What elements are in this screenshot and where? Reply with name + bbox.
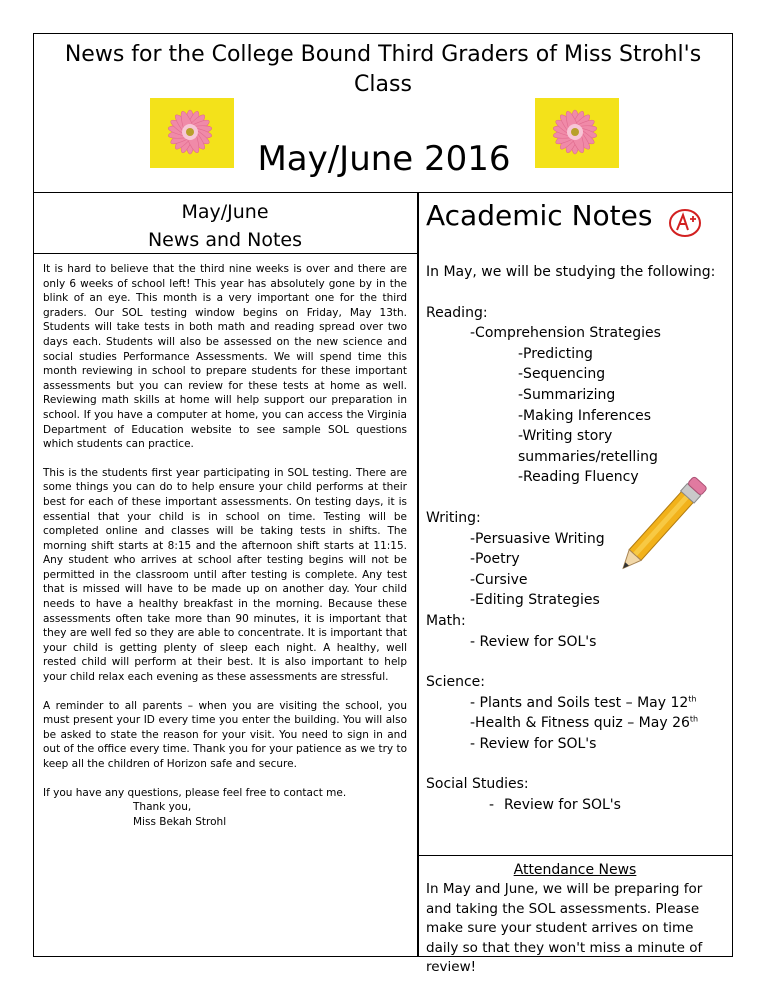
news-paragraph: A reminder to all parents – when you are visiting the school, you must present your ID every time you enter the building. You will also be asked to state the reason for your visit. You need to sign in and out of the office every time. Thank you for your patience as we try to keep all the children of Horizon safe and secure. bbox=[43, 699, 408, 770]
social-studies-section bbox=[426, 774, 726, 815]
news-paragraph: If you have any questions, please feel free to contact me. bbox=[43, 786, 347, 799]
science-heading: Science: bbox=[426, 674, 485, 691]
social-studies-heading: Social Studies: bbox=[426, 776, 529, 793]
signature-thanks: Thank you, bbox=[133, 801, 192, 814]
news-paragraph: This is the students first year participating in SOL testing. There are some things you can do to help ensure your child performs at their best for each of these important assessments. On testing days, it is essential that your child is in school on time. Testing will be completed online and classes will be taking tests in shifts. The morning shift starts at 8:15 and the afternoon shift starts at 11:15. Any student who arrives at school after testing begins will not be permitted in the classroom until after testing is complete. Any test that is missed will have to be made up on another day. Your child needs to have a healthy breakfast in the morning. Because these assessments often take more than 90 minutes, it is important that they are well fed so they are able to concentrate. It is important that your child is getting plenty of sleep each night. A healthy, well rested child will perform at their best. It is also important to help your child relax each evening as these assessments are stressful. bbox=[43, 466, 407, 684]
left-heading bbox=[33, 198, 417, 254]
math-heading: Math: bbox=[426, 612, 466, 629]
reading-subitem: -Making Inferences bbox=[518, 407, 651, 424]
math-item: - Review for SOL's bbox=[470, 633, 597, 650]
signature-name: Miss Bekah Strohl bbox=[133, 815, 227, 828]
pencil-image bbox=[612, 465, 724, 575]
writing-item: -Cursive bbox=[470, 571, 528, 588]
reading-subitem: summaries/retelling bbox=[518, 448, 658, 465]
reading-subitem: -Summarizing bbox=[518, 386, 616, 403]
attendance-text: In May and June, we will be preparing for and taking the SOL assessments. Please make sure your student arrives on time daily so that they won't miss a minute of review! bbox=[426, 881, 703, 976]
intro: In May, we will be studying the following: bbox=[426, 264, 716, 280]
a-plus-grade-icon bbox=[668, 206, 702, 240]
science-item: - Plants and Soils test – May 12th bbox=[470, 694, 697, 711]
column-divider bbox=[417, 193, 419, 957]
writing-item: -Editing Strategies bbox=[470, 592, 600, 609]
academic-notes-title: Academic Notes bbox=[426, 199, 653, 232]
writing-heading: Writing: bbox=[426, 509, 481, 526]
social-studies-item: - Review for SOL's bbox=[488, 797, 621, 814]
news-paragraph: It is hard to believe that the third nine weeks is over and there are only 6 weeks of school left! This year has absolutely gone by in the blink of an eye. This month is a very important one for the third graders. Our SOL testing window begins on Friday, May 13th. Students will take tests in both math and reading spread over two days each. Students will also be assessed on the new science and social studies Performance Assessments. We will spend time this month reviewing in school to prepare students for these important assessments but you can review for these tests at home as well. Reviewing math skills at home will help support our preparation in school. If you have a computer at home, you can access the Virginia Department of Education website to see sample SOL questions which students can practice. bbox=[43, 263, 407, 451]
science-item: -Health & Fitness quiz – May 26th bbox=[470, 714, 699, 732]
reading-section bbox=[426, 303, 726, 488]
attendance-title: Attendance News bbox=[513, 862, 637, 878]
left-heading-line2: News and Notes bbox=[147, 229, 303, 251]
reading-item: -Comprehension Strategies bbox=[470, 325, 661, 342]
reading-subitem: -Predicting bbox=[518, 345, 593, 362]
news-body bbox=[43, 262, 407, 829]
reading-subitem: -Sequencing bbox=[518, 366, 606, 383]
writing-item: -Persuasive Writing bbox=[470, 530, 605, 547]
left-heading-line1: May/June bbox=[181, 201, 269, 223]
reading-subitem: -Writing story bbox=[518, 428, 613, 445]
math-section bbox=[426, 611, 726, 652]
science-section bbox=[426, 672, 726, 754]
issue-date: May/June 2016 bbox=[257, 139, 511, 179]
writing-item: -Poetry bbox=[470, 551, 520, 568]
reading-subitem: -Reading Fluency bbox=[518, 469, 639, 486]
science-item: - Review for SOL's bbox=[470, 735, 597, 752]
newsletter-title: News for the College Bound Third Graders of Miss Strohl's Class bbox=[64, 42, 702, 97]
reading-heading: Reading: bbox=[426, 304, 488, 321]
